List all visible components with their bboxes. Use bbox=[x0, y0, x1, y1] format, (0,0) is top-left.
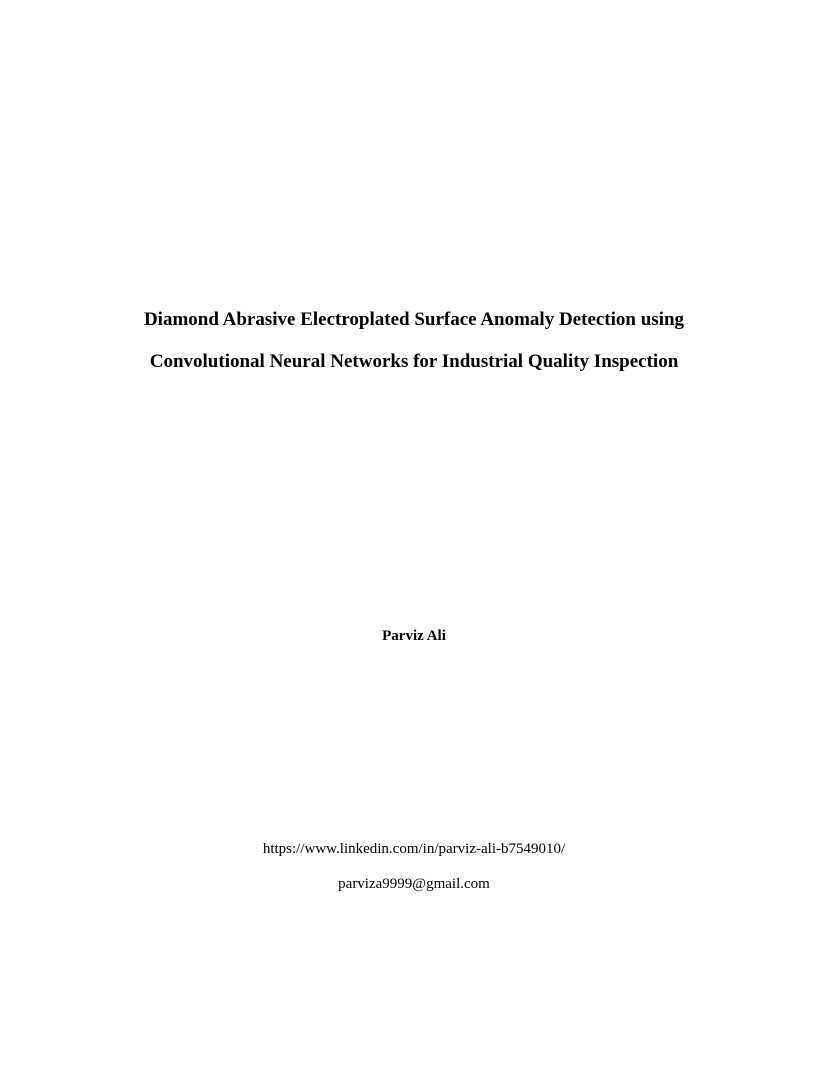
title-line-2: Convolutional Neural Networks for Industrial Quality Inspection bbox=[149, 351, 679, 372]
email-address: parviza9999@gmail.com bbox=[338, 876, 490, 892]
linkedin-url: https://www.linkedin.com/in/parviz-ali-b7549010/ bbox=[262, 841, 566, 857]
title-line-1: Diamond Abrasive Electroplated Surface Anomaly Detection using bbox=[143, 309, 685, 330]
author-name: Parviz Ali bbox=[382, 628, 446, 644]
paper-title bbox=[0, 306, 828, 376]
